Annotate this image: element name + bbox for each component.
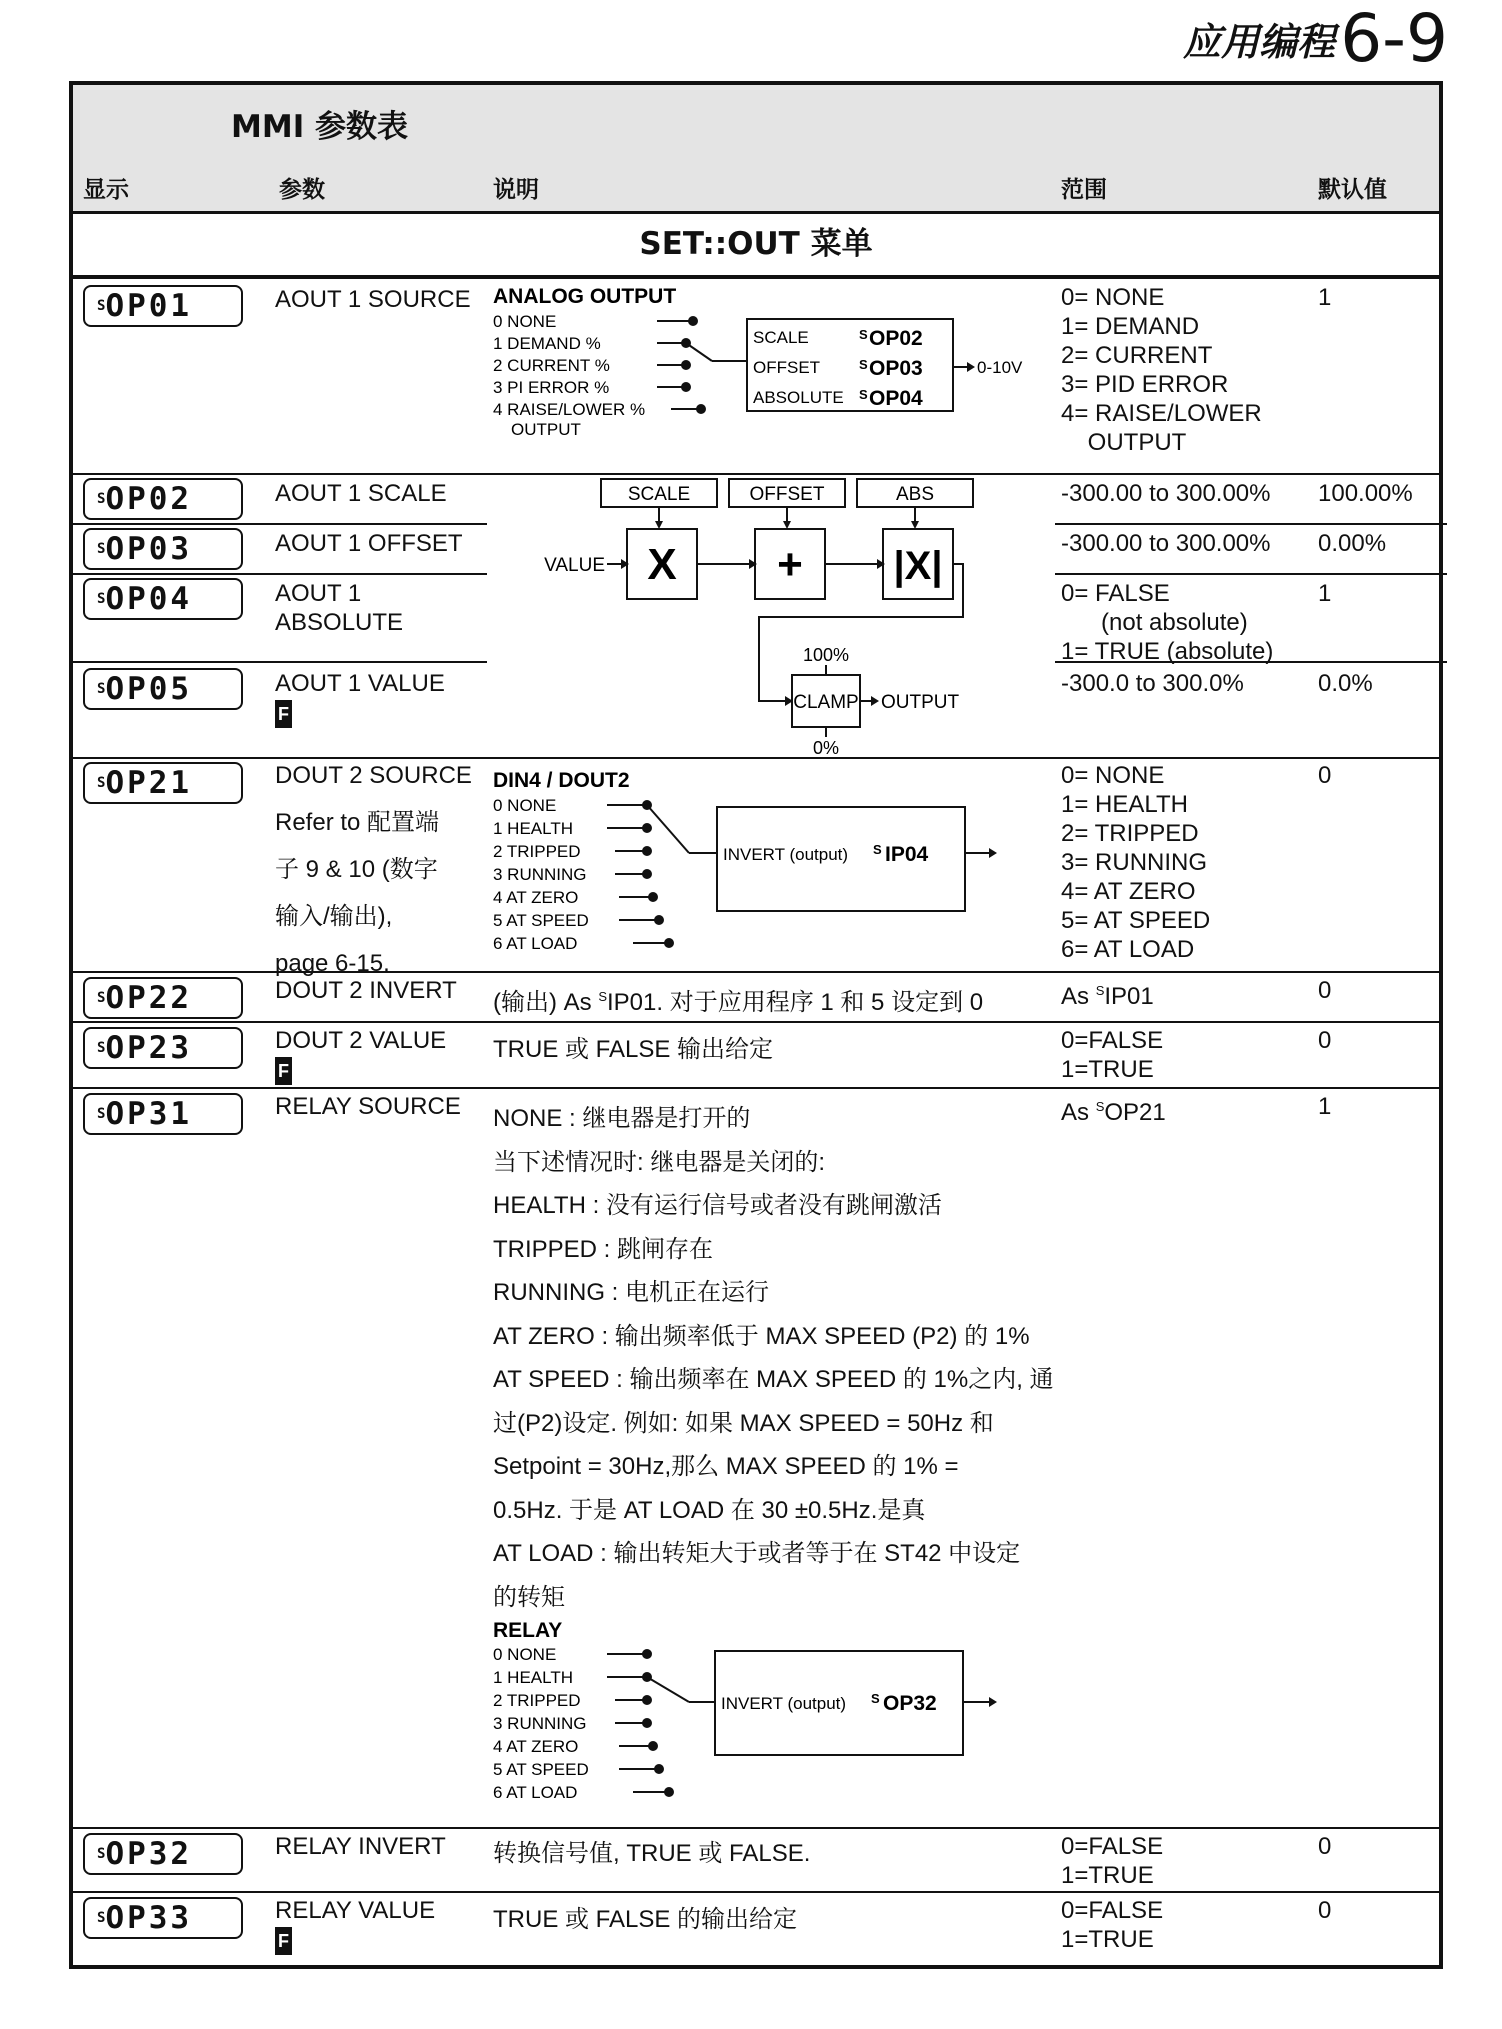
diagram-input-tail: OUTPUT [511, 420, 581, 439]
table-row-op01 [73, 279, 1439, 475]
diagram-input: 4 RAISE/LOWER % [493, 400, 646, 419]
diagram-code: IP04 [885, 843, 929, 866]
diagram-input: 2 CURRENT % [493, 356, 610, 375]
diagram-output: 0-10V [977, 358, 1023, 377]
display-code: $^S$OP04 [83, 578, 243, 620]
description: (输出) As $^S$IP01. 对于应用程序 1 和 5 设定到 0 [493, 989, 984, 1016]
table-row-op31 [73, 1089, 1439, 1829]
dout-diagram [489, 763, 1049, 969]
range-value: -300.00 to 300.00% [1061, 530, 1271, 557]
output-label: OUTPUT [881, 692, 960, 713]
parameter-name: AOUT 1 ABSOLUTE [275, 580, 404, 636]
abs-label: ABS [895, 484, 935, 505]
parameter-note: Refer to 配置端 子 9 & 10 (数字 输入/输出), page 6-15. [275, 809, 440, 977]
parameter-name: AOUT 1 SCALE [275, 480, 447, 507]
value-label: VALUE [544, 555, 605, 576]
clamp-max-label: 100% [802, 645, 850, 665]
default-value: 1 [1318, 580, 1332, 607]
display-code: $^S$OP33 [83, 1897, 243, 1939]
diagram-input: 3 PI ERROR % [493, 378, 610, 397]
column-header-display: 显示 [83, 177, 129, 203]
scaling-block-diagram [489, 475, 1055, 757]
column-header-description: 说明 [493, 177, 539, 203]
display-code: $^S$OP31 [83, 1093, 243, 1135]
scale-label: SCALE [627, 484, 691, 505]
default-value: 1 [1318, 284, 1332, 311]
parameter-name: DOUT 2 SOURCE [275, 762, 472, 789]
diagram-input: 2 TRIPPED [493, 842, 581, 861]
multiply-symbol: X [647, 540, 677, 589]
diagram-input: 0 NONE [493, 1645, 557, 1664]
default-value: 0 [1318, 977, 1332, 1004]
default-value: 0 [1318, 1833, 1332, 1860]
range-value: 0=FALSE 1=TRUE [1061, 1833, 1164, 1889]
table-row-group-op02-op05 [73, 475, 1439, 759]
description: TRUE 或 FALSE 的输出给定 [493, 1906, 798, 1933]
add-symbol: + [777, 540, 803, 589]
default-value: 0.0% [1318, 670, 1373, 697]
description: TRUE 或 FALSE 输出给定 [493, 1036, 774, 1063]
range-value: As $^S$OP21 [1061, 1099, 1166, 1126]
diagram-input: 1 HEALTH [493, 1668, 573, 1687]
diagram-box-label: ABSOLUTE [753, 388, 844, 407]
parameter-name: AOUT 1 VALUE F [275, 669, 445, 728]
abs-symbol: |X| [893, 544, 943, 588]
svg-text:S: S [873, 842, 882, 857]
diagram-input: 1 HEALTH [493, 819, 573, 838]
parameter-table [69, 81, 1443, 1969]
range-value: -300.0 to 300.0% [1061, 670, 1244, 697]
display-code: $^S$OP23 [83, 1027, 243, 1069]
diagram-input: 0 NONE [493, 312, 557, 331]
default-value: 0 [1318, 1897, 1332, 1924]
menu-title: SET::OUT 菜单 [73, 213, 1439, 279]
analog-output-diagram [489, 281, 1049, 441]
diagram-input: 1 DEMAND % [493, 334, 601, 353]
description: NONE : 继电器是打开的 当下述情况时: 继电器是关闭的: HEALTH : 没有运行信号或者没有跳闸激活 TRIPPED : 跳闸存在 RUNNING : 电机正在运行 AT ZERO : 输出频率低于 MAX SPEED (P2) 的 1% AT SPEED : 输出频率在 MAX SPEED 的 1%之内, 通 过(P2)设定. 例如: 如果 MAX SPEED = 50Hz 和 Setpoint = 30Hz,那么 MAX SPEED 的 1% = 0.5Hz. 于是 AT LOAD 在 30 ±0.5Hz.是真 AT LOAD : 输出转矩大于或者等于在 ST42 中设定 的转矩 [493, 1105, 1054, 1611]
table-row-op22 [73, 973, 1439, 1023]
svg-text:S: S [871, 1691, 880, 1706]
diagram-input: 5 AT SPEED [493, 911, 589, 930]
diagram-input: 2 TRIPPED [493, 1691, 581, 1710]
table-row-op23 [73, 1023, 1439, 1089]
diagram-title: DIN4 / DOUT2 [493, 769, 630, 792]
column-header-default: 默认值 [1318, 177, 1387, 203]
invert-box-label: INVERT (output) [723, 845, 849, 864]
default-value: 0 [1318, 762, 1332, 789]
range-value: 0=FALSE 1=TRUE [1061, 1027, 1164, 1083]
parameter-name: AOUT 1 OFFSET [275, 530, 463, 557]
diagram-input: 4 AT ZERO [493, 1737, 579, 1756]
display-code: $^S$OP03 [83, 528, 243, 570]
diagram-input: 6 AT LOAD [493, 934, 578, 953]
f-badge: F [275, 700, 292, 728]
table-title: MMI 参数表 [231, 109, 409, 145]
display-code: $^S$OP32 [83, 1833, 243, 1875]
range-value: 0= NONE 1= DEMAND 2= CURRENT 3= PID ERROR 4= RAISE/LOWER OUTPUT [1061, 284, 1262, 456]
default-value: 100.00% [1318, 480, 1413, 507]
table-row-op33 [73, 1893, 1439, 1965]
diagram-code: OP03 [869, 357, 923, 380]
diagram-box-label: OFFSET [753, 358, 821, 377]
table-row-op32 [73, 1829, 1439, 1893]
clamp-min-label: 0% [812, 738, 840, 757]
svg-text:S: S [859, 327, 868, 342]
description: 转换信号值, TRUE 或 FALSE. [493, 1840, 811, 1867]
clamp-label: CLAMP [793, 692, 859, 713]
diagram-title: RELAY [493, 1619, 563, 1642]
page-header [1183, 0, 1448, 77]
diagram-input: 6 AT LOAD [493, 1783, 578, 1802]
diagram-code: OP04 [869, 387, 923, 410]
default-value: 1 [1318, 1093, 1332, 1120]
invert-box-label: INVERT (output) [721, 1694, 847, 1713]
offset-label: OFFSET [749, 484, 825, 505]
range-value: As $^S$IP01 [1061, 983, 1154, 1010]
table-header [73, 85, 1439, 214]
relay-diagram [489, 1617, 1049, 1823]
display-code: $^S$OP01 [83, 285, 243, 327]
f-badge: F [275, 1927, 292, 1955]
column-header-parameter: 参数 [279, 177, 325, 203]
diagram-title: ANALOG OUTPUT [493, 285, 677, 308]
diagram-input: 3 RUNNING [493, 1714, 587, 1733]
svg-text:S: S [859, 387, 868, 402]
table-row-op21 [73, 759, 1439, 977]
diagram-box-label: SCALE [753, 328, 809, 347]
range-value: 0=FALSE 1=TRUE [1061, 1897, 1164, 1953]
display-code: $^S$OP21 [83, 762, 243, 804]
diagram-code: OP02 [869, 327, 923, 350]
column-header-range: 范围 [1061, 177, 1107, 203]
diagram-input: 0 NONE [493, 796, 557, 815]
range-value: 0= NONE 1= HEALTH 2= TRIPPED 3= RUNNING 4= AT ZERO 5= AT SPEED 6= AT LOAD [1061, 762, 1211, 963]
parameter-name: DOUT 2 VALUE F [275, 1026, 446, 1085]
diagram-input: 5 AT SPEED [493, 1760, 589, 1779]
f-badge: F [275, 1057, 292, 1085]
page-header-title: 应用编程 [1183, 20, 1336, 64]
parameter-name: DOUT 2 INVERT [275, 977, 457, 1004]
parameter-name: RELAY SOURCE [275, 1093, 461, 1120]
diagram-input: 3 RUNNING [493, 865, 587, 884]
display-code: $^S$OP02 [83, 478, 243, 520]
range-value: 0= FALSE (not absolute) 1= TRUE (absolute) [1061, 580, 1274, 665]
parameter-name: AOUT 1 SOURCE [275, 286, 471, 313]
parameter-name: RELAY INVERT [275, 1833, 446, 1860]
display-code: $^S$OP22 [83, 977, 243, 1019]
diagram-code: OP32 [883, 1692, 937, 1715]
diagram-input: 4 AT ZERO [493, 888, 579, 907]
svg-text:S: S [859, 357, 868, 372]
default-value: 0 [1318, 1027, 1332, 1054]
default-value: 0.00% [1318, 530, 1387, 557]
parameter-name: RELAY VALUE F [275, 1896, 435, 1955]
display-code: $^S$OP05 [83, 668, 243, 710]
range-value: -300.00 to 300.00% [1061, 480, 1271, 507]
page-number: 6-9 [1340, 0, 1448, 77]
